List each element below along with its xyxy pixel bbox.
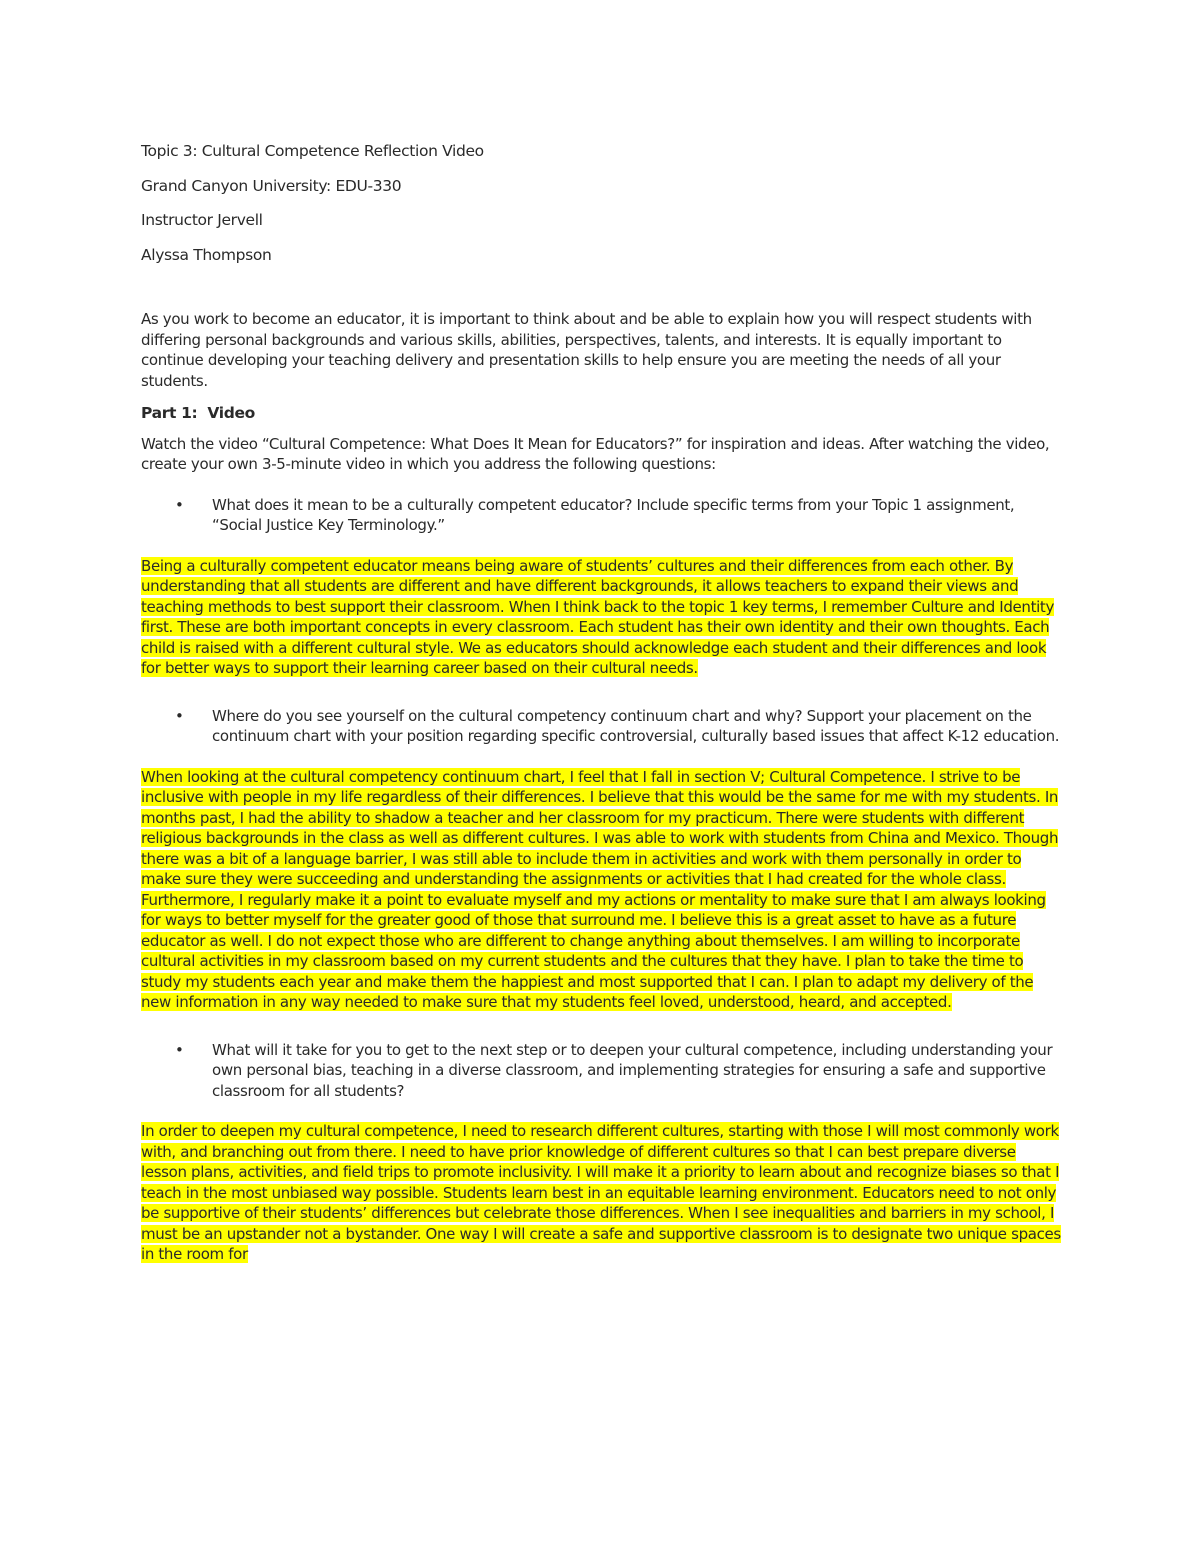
video-instructions: Watch the video “Cultural Competence: What Does It Mean for Educators?” for inspiration and ideas. After watching the video, create your own 3-5-minute video in which you address the following questions:: [141, 434, 1050, 473]
bullet-icon: •: [175, 706, 184, 725]
document-title: Topic 3: Cultural Competence Reflection Video: [141, 142, 484, 160]
document-page: [141, 141, 1061, 1292]
answer-1-highlight: Being a culturally competent educator means being aware of students’ cultures and their differences from each other. By understanding that all students are different and have different backgrounds, it allows teachers to expand their views and teaching methods to best support their classroom. When I think back to the topic 1 key terms, I remember Culture and Identity first. These are both important concepts in every classroom. Each student has their own identity and their own thoughts. Each child is raised with a different cultural style. We as educators should acknowledge each student and their differences and look for better ways to support their learning career based on their cultural needs.: [141, 556, 1054, 677]
answer-2-highlight: When looking at the cultural competency continuum chart, I feel that I fall in section V; Cultural Competence. I strive to be inclusive with people in my life regardless of their differences. I believe that this would be the same for me with my students. In months past, I had the ability to shadow a teacher and her classroom for my practicum. There were students with different religious backgrounds in the class as well as different cultures. I was able to work with students from China and Mexico. Though there was a bit of a language barrier, I was still able to include them in activities and work with them personally in order to make sure they were succeeding and understanding the assignments or activities that I had created for the whole class. Furthermore, I regularly make it a point to evaluate myself and my actions or mentality to make sure that I am always looking for ways to better myself for the greater good of those that surround me. I believe this is a great asset to have as a future educator as well. I do not expect those who are different to change anything about themselves. I am willing to incorporate cultural activities in my classroom based on my current students and the cultures that they have. I plan to take the time to study my students each year and make them the happiest and most supported that I can. I plan to adapt my delivery of the new information in any way needed to make sure that my students feel loved, understood, heard, and accepted.: [141, 767, 1059, 1011]
question-2: [175, 706, 1061, 747]
course-name: Grand Canyon University: EDU-330: [141, 176, 402, 195]
bullet-icon: •: [175, 1040, 184, 1059]
bullet-icon: •: [175, 495, 184, 514]
question-3-text: What will it take for you to get to the next step or to deepen your cultural competence, including understanding your own personal bias, teaching in a diverse classroom, and implementing strategies for ensuring a safe and supportive classroom for all students?: [212, 1040, 1053, 1100]
part-1-title: Video: [207, 404, 255, 422]
intro-paragraph: As you work to become an educator, it is important to think about and be able to explain how you will respect students with differing personal backgrounds and various skills, abilities, perspectives, talents, and interests. It is equally important to continue developing your teaching delivery and presentation skills to help ensure you are meeting the needs of all your students.: [141, 310, 1032, 390]
author-name: Alyssa Thompson: [141, 245, 272, 264]
part-1-heading: [141, 403, 1061, 424]
answer-2: [141, 767, 1061, 1013]
question-2-text: Where do you see yourself on the cultural competency continuum chart and why? Support your placement on the continuum chart with your position regarding specific controversial, culturally based issues that affect K-12 education.: [212, 706, 1060, 745]
question-3: [175, 1040, 1061, 1102]
answer-1: [141, 556, 1061, 679]
question-1-text: What does it mean to be a culturally competent educator? Include specific terms from your Topic 1 assignment, “Social Justice Key Terminology.”: [212, 495, 1015, 534]
answer-3-highlight: In order to deepen my cultural competence, I need to research different cultures, starting with those I will most commonly work with, and branching out from there. I need to have prior knowledge of different cultures so that I can best prepare diverse lesson plans, activities, and field trips to promote inclusivity. I will make it a priority to learn about and recognize biases so that I teach in the most unbiased way possible. Students learn best in an equitable learning environment. Educators need to not only be supportive of their students’ differences but celebrate those differences. When I see inequalities and barriers in my school, I must be an upstander not a bystander. One way I will create a safe and supportive classroom is to designate two unique spaces in the room for: [141, 1122, 1061, 1263]
question-1: [175, 495, 1061, 536]
part-1-label: Part 1:: [141, 404, 198, 422]
answer-3: [141, 1121, 1061, 1265]
instructor-name: Instructor Jervell: [141, 211, 263, 229]
